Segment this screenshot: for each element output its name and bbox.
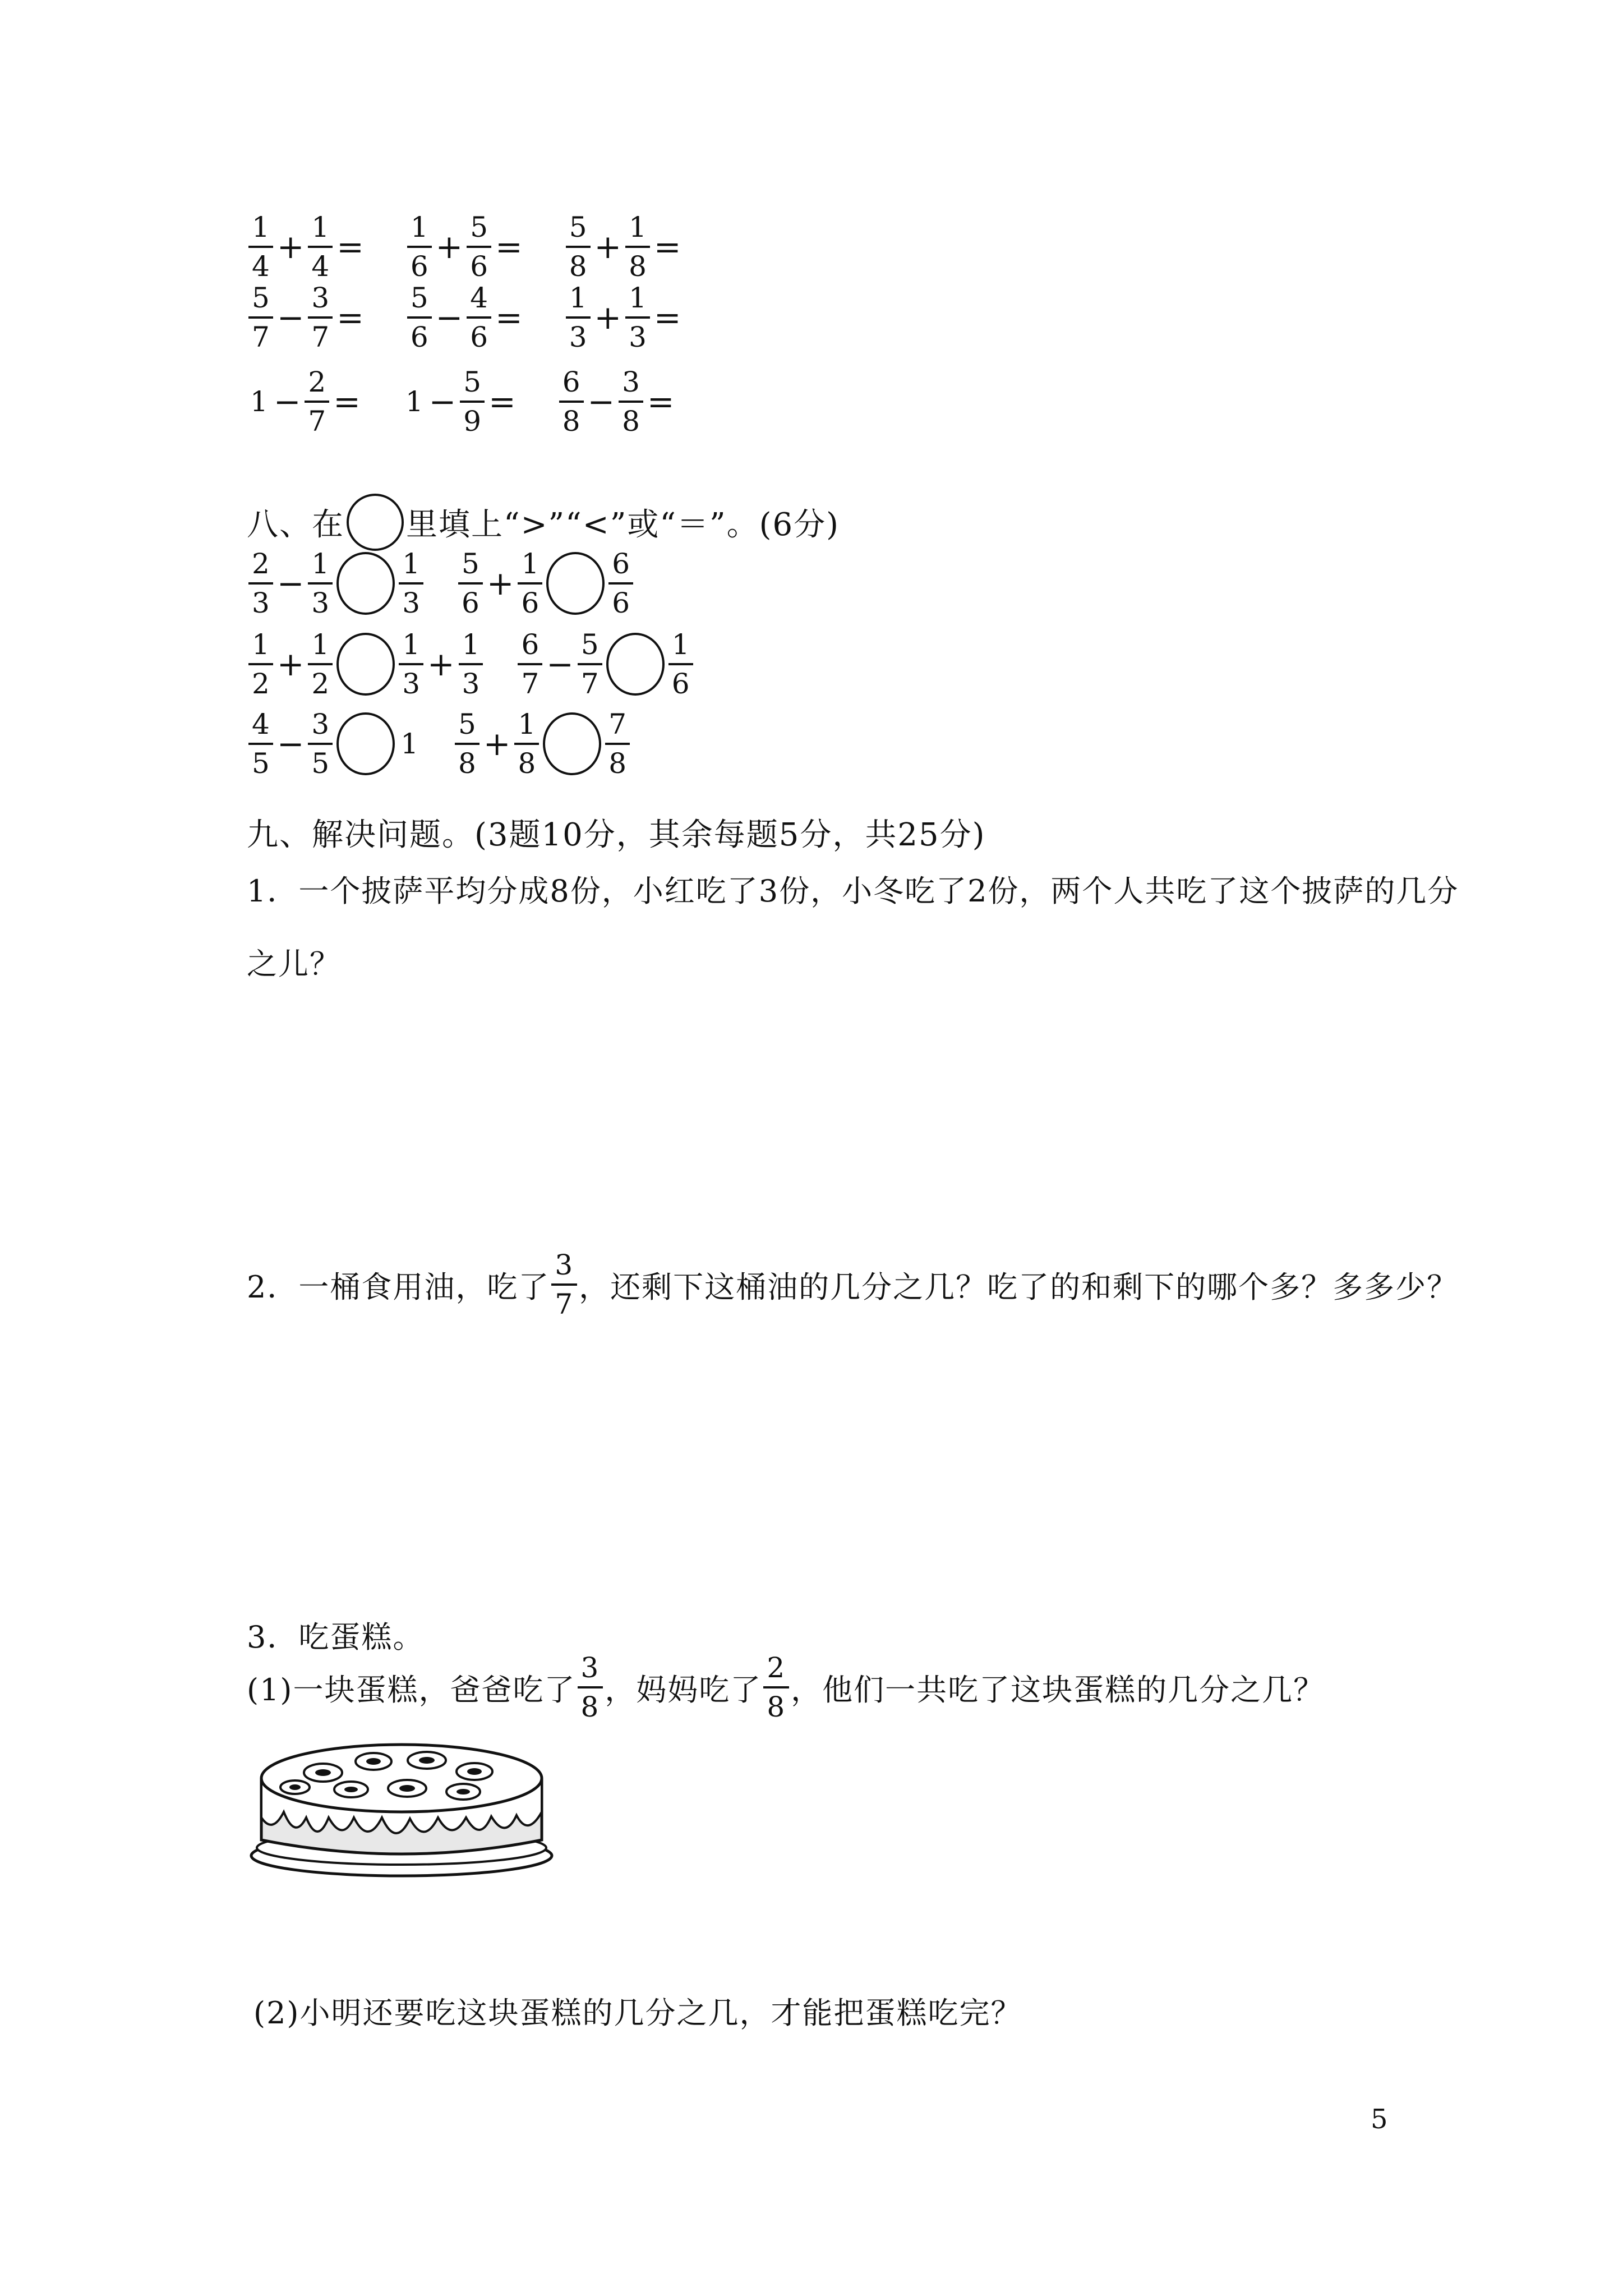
fraction-numerator: 5 — [578, 631, 602, 665]
fraction-denominator: 6 — [410, 321, 428, 353]
compare-row — [247, 628, 726, 700]
operator: + — [483, 725, 511, 763]
fraction — [248, 547, 273, 619]
fraction-denominator: 9 — [463, 405, 482, 438]
fraction — [308, 284, 333, 351]
operator: − — [276, 725, 305, 763]
fraction — [399, 547, 423, 619]
fraction — [551, 1251, 577, 1318]
fraction-denominator: 8 — [562, 405, 580, 438]
fraction-numerator: 1 — [248, 213, 273, 248]
whole-number: 1 — [250, 385, 268, 418]
fraction-numerator: 1 — [308, 550, 333, 585]
question-3-part-2: (2)小明还要吃这块蛋糕的几分之几，才能把蛋糕吃完？ — [253, 1995, 1022, 2031]
fraction-denominator: 7 — [580, 668, 599, 700]
fraction-numerator: 3 — [551, 1251, 577, 1286]
fraction-denominator: 4 — [311, 250, 330, 283]
fraction-denominator: 6 — [521, 587, 540, 619]
fraction — [407, 284, 432, 351]
equals-sign: = — [653, 228, 681, 266]
fraction-denominator: 8 — [458, 747, 476, 780]
fraction-numerator: 2 — [763, 1654, 789, 1688]
fraction — [248, 708, 273, 780]
fraction — [460, 366, 485, 438]
fraction-numerator: 3 — [619, 368, 643, 403]
fraction-numerator: 3 — [308, 710, 333, 745]
fraction — [566, 284, 591, 351]
blank-circle-icon — [336, 633, 395, 696]
fraction — [308, 708, 333, 780]
equals-sign: = — [488, 383, 516, 421]
fraction-denominator: 3 — [569, 321, 587, 353]
fraction-denominator: 6 — [410, 250, 428, 283]
fraction — [625, 211, 650, 283]
fraction-numerator: 1 — [399, 550, 423, 585]
whole-number: 1 — [400, 728, 419, 760]
calc-expression — [402, 366, 518, 438]
fraction — [455, 708, 479, 780]
operator: − — [276, 298, 305, 337]
section-8-prefix: 八、在 — [247, 507, 344, 543]
question-2-text-post: ，还剩下这桶油的几分之几？吃了的和剩下的哪个多？多多少？ — [579, 1269, 1459, 1305]
operator: + — [594, 228, 622, 266]
whole-number: 1 — [405, 385, 423, 418]
blank-circle-icon — [606, 633, 665, 696]
fraction-denominator: 6 — [671, 668, 690, 700]
fraction — [514, 708, 539, 780]
fraction-denominator: 7 — [555, 1288, 574, 1320]
calc-expression — [557, 366, 677, 438]
fraction-numerator: 1 — [308, 631, 333, 665]
section-9-title: 九、解决问题。(3题10分，其余每题5分，共25分) — [247, 817, 986, 853]
operator: + — [486, 564, 514, 602]
calc-expression — [405, 284, 525, 351]
fraction — [566, 211, 591, 283]
blank-circle-icon — [336, 712, 395, 775]
blank-circle-icon — [543, 712, 601, 775]
fraction-denominator: 8 — [580, 1691, 600, 1723]
fraction — [248, 628, 273, 700]
section-8-suffix: 里填上“>”“<”或“＝”。(6分) — [406, 507, 840, 543]
fraction — [605, 708, 630, 780]
fraction-denominator: 7 — [521, 668, 540, 700]
fraction-numerator: 1 — [399, 631, 423, 665]
fraction-numerator: 6 — [559, 368, 584, 403]
fraction-denominator: 3 — [629, 321, 647, 353]
fraction-denominator: 6 — [470, 250, 488, 283]
page-number: 5 — [1371, 2104, 1388, 2135]
fraction-numerator: 6 — [518, 631, 542, 665]
fraction-denominator: 3 — [402, 668, 421, 700]
question-1-line-1: 1．一个披萨平均分成8份，小红吃了3份，小冬吃了2份，两个人共吃了这个披萨的几分 — [247, 873, 1459, 909]
fraction-numerator: 1 — [248, 631, 273, 665]
fraction — [459, 628, 483, 700]
fraction-denominator: 4 — [252, 250, 270, 283]
fraction — [248, 211, 273, 283]
equals-sign: = — [336, 298, 364, 337]
fraction — [518, 547, 542, 619]
calc-expression — [564, 284, 684, 351]
calc-row — [247, 366, 716, 438]
question-3-1-text-mid: ，妈妈吃了 — [605, 1672, 762, 1708]
question-2 — [247, 1251, 1458, 1318]
fraction-numerator: 7 — [605, 710, 630, 745]
fraction-numerator: 5 — [248, 284, 273, 319]
fraction-numerator: 1 — [407, 213, 432, 248]
fraction — [608, 547, 633, 619]
fraction — [467, 284, 491, 351]
cake-illustration — [245, 1733, 559, 1879]
question-3-1-text-post: ，他们一共吃了这块蛋糕的几分之几？ — [791, 1672, 1325, 1708]
fraction-denominator: 8 — [629, 250, 647, 283]
fraction-denominator: 3 — [252, 587, 270, 619]
fraction-denominator: 8 — [569, 250, 587, 283]
fraction-denominator: 8 — [518, 747, 536, 780]
operator: − — [273, 383, 301, 421]
calc-expression — [405, 211, 525, 283]
section-8-heading — [247, 494, 840, 551]
equals-sign: = — [495, 228, 523, 266]
fraction-denominator: 2 — [252, 668, 270, 700]
question-3-title: 3．吃蛋糕。 — [247, 1619, 425, 1655]
calc-expression — [564, 211, 684, 283]
fraction — [467, 211, 491, 283]
fraction-numerator: 1 — [625, 213, 650, 248]
blank-circle-icon — [336, 552, 395, 615]
fraction-denominator: 3 — [462, 668, 480, 700]
fraction-numerator: 6 — [608, 550, 633, 585]
operator: + — [276, 645, 305, 683]
fraction — [625, 284, 650, 351]
fraction-numerator: 3 — [578, 1654, 603, 1688]
fraction — [308, 628, 333, 700]
operator: − — [428, 383, 457, 421]
fraction-numerator: 5 — [467, 213, 491, 248]
compare-expression — [516, 628, 694, 700]
fraction-numerator: 1 — [459, 631, 483, 665]
fraction-numerator: 1 — [308, 213, 333, 248]
fraction-numerator: 2 — [248, 550, 273, 585]
fraction — [308, 211, 333, 283]
compare-row — [247, 547, 666, 619]
operator: + — [276, 228, 305, 266]
calc-row — [247, 211, 723, 283]
fraction-numerator: 1 — [514, 710, 539, 745]
equals-sign: = — [647, 383, 675, 421]
compare-expression — [247, 628, 485, 700]
fraction-numerator: 2 — [305, 368, 329, 403]
compare-expression — [247, 547, 425, 619]
fraction-numerator: 1 — [625, 284, 650, 319]
fraction — [407, 211, 432, 283]
operator: − — [435, 298, 463, 337]
fraction — [578, 628, 602, 700]
fraction-numerator: 5 — [455, 710, 479, 745]
fraction-numerator: 1 — [668, 631, 693, 665]
operator: + — [427, 645, 455, 683]
operator: + — [435, 228, 463, 266]
fraction — [518, 628, 542, 700]
fraction-denominator: 6 — [612, 587, 630, 619]
fraction-denominator: 5 — [252, 747, 270, 780]
fraction-denominator: 7 — [311, 321, 330, 353]
compare-expression — [247, 708, 422, 780]
fraction-numerator: 5 — [566, 213, 591, 248]
question-1-line-2: 之儿？ — [247, 946, 341, 982]
question-3-part-1 — [247, 1651, 1325, 1723]
fraction — [619, 366, 643, 438]
fraction — [305, 366, 329, 438]
question-3-1-text-pre: (1)一块蛋糕，爸爸吃了 — [247, 1672, 576, 1708]
question-2-text-pre: 2．一桶食用油，吃了 — [247, 1269, 550, 1305]
equals-sign: = — [495, 298, 523, 337]
fraction — [578, 1651, 603, 1723]
fraction — [308, 547, 333, 619]
fraction-denominator: 6 — [470, 321, 488, 353]
equals-sign: = — [653, 298, 681, 337]
calc-expression — [247, 366, 363, 438]
compare-expression — [457, 547, 635, 619]
fraction-denominator: 8 — [622, 405, 640, 438]
calc-expression — [247, 211, 366, 283]
fraction — [763, 1651, 789, 1723]
fraction-numerator: 5 — [407, 284, 432, 319]
compare-row — [247, 708, 663, 780]
fraction — [248, 284, 273, 351]
fraction — [458, 547, 483, 619]
fraction-numerator: 1 — [518, 550, 542, 585]
fraction-numerator: 1 — [566, 284, 591, 319]
operator: − — [546, 645, 574, 683]
fraction-numerator: 3 — [308, 284, 333, 319]
fraction-denominator: 5 — [311, 747, 330, 780]
fraction — [559, 366, 584, 438]
fraction-denominator: 3 — [311, 587, 330, 619]
blank-circle-icon — [546, 552, 605, 615]
equals-sign: = — [333, 383, 361, 421]
fraction-denominator: 2 — [311, 668, 330, 700]
fraction-denominator: 7 — [252, 321, 270, 353]
equals-sign: = — [336, 228, 364, 266]
compare-expression — [453, 708, 631, 780]
fraction-numerator: 5 — [458, 550, 483, 585]
blank-circle-icon — [347, 494, 404, 551]
fraction-denominator: 7 — [308, 405, 326, 438]
fraction — [399, 628, 423, 700]
calc-row — [247, 284, 723, 351]
operator: − — [587, 383, 615, 421]
fraction-numerator: 4 — [467, 284, 491, 319]
fraction — [668, 628, 693, 700]
fraction-denominator: 8 — [767, 1691, 786, 1723]
fraction-denominator: 3 — [402, 587, 421, 619]
fraction-numerator: 5 — [460, 368, 485, 403]
fraction-numerator: 4 — [248, 710, 273, 745]
calc-expression — [247, 284, 366, 351]
operator: − — [276, 564, 305, 602]
fraction-denominator: 6 — [462, 587, 479, 619]
fraction-denominator: 8 — [608, 747, 627, 780]
operator: + — [594, 298, 622, 337]
